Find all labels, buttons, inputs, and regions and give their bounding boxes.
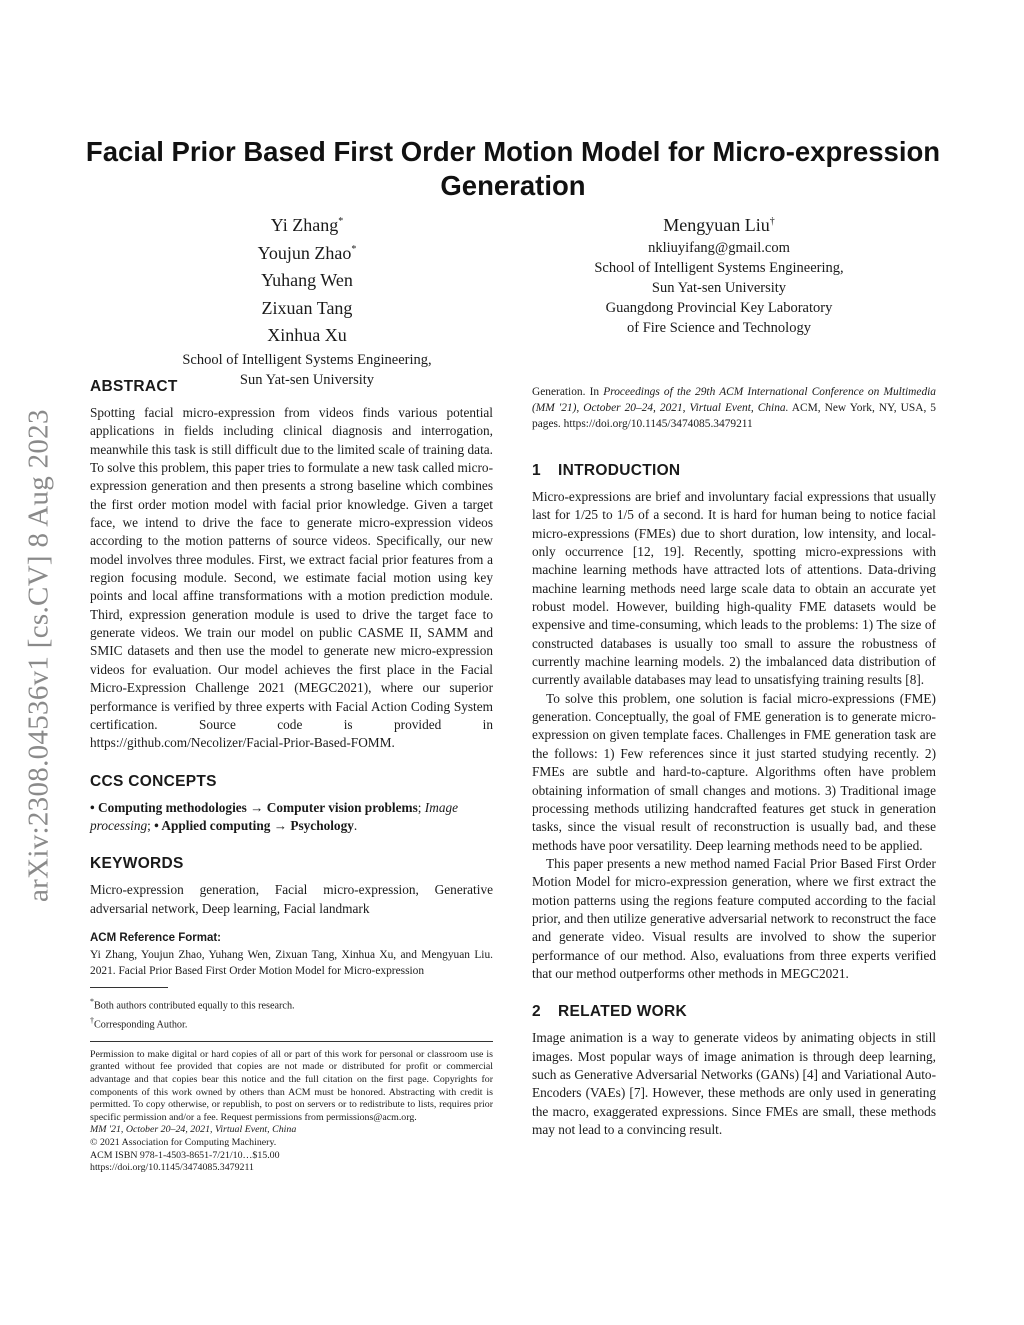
keywords-heading: KEYWORDS — [90, 855, 184, 873]
related-work-heading: 2 RELATED WORK — [532, 1003, 688, 1021]
permission-divider — [90, 1041, 493, 1042]
copyright-line: © 2021 Association for Computing Machinery. — [90, 1136, 277, 1148]
author-block-right — [524, 210, 914, 338]
affiliation-line: Sun Yat-sen University — [239, 371, 375, 388]
ccs-heading: CCS CONCEPTS — [90, 772, 217, 790]
permission-notice: Permission to make digital or hard copies of all or part of this work for personal or classroom use is granted without fee provided that copies are not made or distributed for profit or commercial advantage and that copies bear this notice and the full citation on the first page. Copyrights for components of this work owned by others than ACM must be honored. Abstracting with credit is permitted. To copy otherwise, or republish, to post on servers or to redistribute to lists, requires prior specific permission and/or a fee. Request permissions from permissions@acm.org. — [90, 1048, 493, 1123]
arxiv-identifier: arXiv:2308.04536v1 [cs.CV] 8 Aug 2023 — [22, 409, 55, 903]
author-name: Youjun Zhao* — [257, 242, 357, 263]
ccs-concepts: • Computing methodologies → Computer vision problems; Image processing; • Applied computing → Psychology. — [90, 799, 459, 833]
author-name: Yuhang Wen — [261, 270, 353, 290]
author-email: nkliuyifang@gmail.com — [648, 239, 790, 256]
author-name: Mengyuan Liu† — [663, 215, 775, 235]
paper-title: Facial Prior Based First Order Motion Model for Micro-expression Generation — [85, 136, 941, 201]
acm-reference-continued: Generation. In Proceedings of the 29th ACM International Conference on Multimedia (MM '21), October 20–24, 2021, Virtual Event, China. ACM, New York, NY, USA, 5 pages. https://doi.org/10.1145/3474085.3479211 — [532, 386, 936, 430]
intro-paragraph: Micro-expressions are brief and involuntary facial expressions that usually last for 1/25 to 1/5 of a second. It is hard for human being to notice facial micro-expressions (FMEs) due to short duration, low intensity, and local-only occurrence [12, 19]. Recently, spotting micro-expressions with machine learning methods have attracted lots of attentions. Data-driving machine learning methods need large scale data to obtain an accurate yet robust model. However, building high-quality FME datasets would be expensive and time-consuming, which leads to the problems: 1) The size of constructed databases is usually too small to assure the robustness of currently machine learning models. 2) the imbalanced data distribution of currently available databases may lead to unsatisfying training results [8]. — [532, 489, 936, 688]
isbn-line: ACM ISBN 978-1-4503-8651-7/21/10…$15.00 — [90, 1149, 280, 1161]
affiliation-line: of Fire Science and Technology — [627, 319, 811, 336]
acm-reference-heading: ACM Reference Format: — [90, 932, 221, 945]
left-column — [90, 378, 493, 1175]
author-name: Zixuan Tang — [261, 297, 353, 318]
affiliation-line: School of Intelligent Systems Engineering, — [594, 259, 844, 276]
author-block-left — [112, 210, 502, 390]
affiliation-line: School of Intelligent Systems Engineering, — [182, 351, 432, 368]
venue-line: MM '21, October 20–24, 2021, Virtual Event, China — [90, 1124, 297, 1136]
introduction-heading: 1 INTRODUCTION — [532, 462, 681, 479]
acm-reference-text: Yi Zhang, Youjun Zhao, Yuhang Wen, Zixuan Tang, Xinhua Xu, and Mengyuan Liu. 2021. Facial Prior Based First Order Motion Model for Micro-expression — [90, 949, 493, 978]
author-name: Yi Zhang* — [270, 215, 344, 235]
affiliation-line: Sun Yat-sen University — [651, 279, 787, 296]
doi-link[interactable]: https://doi.org/10.1145/3474085.3479211 — [90, 1162, 254, 1174]
keywords-text: Micro-expression generation, Facial micro-expression, Generative adversarial network, Deep learning, Facial landmark — [90, 882, 493, 916]
abstract-heading: ABSTRACT — [90, 378, 178, 395]
author-name: Xinhua Xu — [267, 325, 347, 345]
intro-paragraph: To solve this problem, one solution is facial micro-expressions (FME) generation. Conceptually, the goal of FME generation is to generate micro-expression on given template faces. Challenges in FME generation task are the follows: 1) Few references since it just started studying recently. 2) FMEs are subtle and hard-to-capture. Algorithms often have problem obtaining information of small changes and motions. 3) Traditional image processing methods utilizing handcrafted features get stuck in generation tasks, since the visual result of reconstruction is usually bad, and these methods have poor versatility. Deep learning methods need to be applied. — [532, 690, 936, 853]
intro-paragraph: This paper presents a new method named Facial Prior Based First Order Motion Model for micro-expression generation, where we first extract the motion patterns using the regions feature computed according to the facial prior, and then utilize generative adversarial network to reconstruct the face and generate video. Visual results are involved to show the superior performance of our method. Also, evaluations from three experts verified that our method outperforms other methods in MEGC2021. — [532, 855, 936, 981]
footnote: *Both authors contributed equally to this research. — [90, 997, 295, 1012]
related-work-paragraph: Image animation is a way to generate videos by animating objects in still images. Most popular ways of image animation is through deep learning, such as Generative Adversarial Networks (GANs) [4] and Variational Auto-Encoders (VAEs) [7]. However, these methods are only used in generating the macro, exaggerated expressions. Since FMEs are small, these methods may not lead to a convincing result. — [532, 1030, 936, 1137]
affiliation-line: Guangdong Provincial Key Laboratory — [605, 299, 833, 316]
abstract-text: Spotting facial micro-expression from videos finds various potential applications in fields including clinical diagnosis and interrogation, meanwhile this task is still difficult due to the limited scale of training data. To solve this problem, this paper tries to formulate a new task called micro-expression generation and then presents a strong baseline which combines the first order motion model with facial prior knowledge. Given a target face, we intend to drive the face to generate micro-expression videos according to the motion patterns of source videos. Specifically, our new model involves three modules. First, we extract facial prior features from a region focusing module. Second, we estimate facial motion using key points and local affine transformations with a motion prediction module. Third, expression generation module is used to drive the target face to generate videos. We train our model on public CASME II, SAMM and SMIC datasets and then use the model to generate new micro-expression videos for evaluation. Our model achieves the first place in the Facial Micro-Expression Challenge 2021 (MEGC2021), where our superior performance is verified by three experts with Facial Action Coding System certification. Source code is provided in https://github.com/Necolizer/Facial-Prior-Based-FOMM. — [90, 405, 493, 751]
right-column — [532, 384, 936, 1139]
footnote-divider — [90, 987, 168, 988]
footnote: †Corresponding Author. — [90, 1016, 188, 1031]
